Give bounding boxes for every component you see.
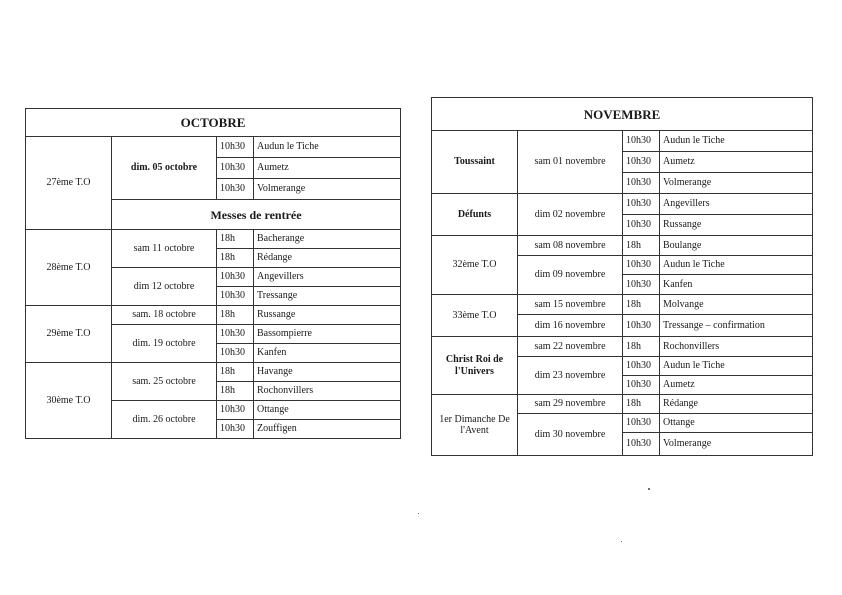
- date-label: sam 11 octobre: [112, 230, 217, 268]
- mass-time: 18h: [623, 395, 660, 414]
- mass-place: Audun le Tiche: [254, 137, 401, 158]
- mass-place: Bacherange: [254, 230, 401, 249]
- mass-time: 10h30: [623, 376, 660, 395]
- novembre-title: NOVEMBRE: [432, 98, 813, 131]
- mass-time: 10h30: [623, 215, 660, 236]
- scan-speck: [621, 541, 622, 542]
- mass-place: Molvange: [660, 295, 813, 315]
- octobre-title: OCTOBRE: [26, 109, 401, 137]
- mass-time: 10h30: [623, 315, 660, 337]
- mass-place: Aumetz: [660, 376, 813, 395]
- mass-time: 10h30: [623, 256, 660, 275]
- date-label: sam 01 novembre: [518, 131, 623, 194]
- mass-time: 10h30: [623, 173, 660, 194]
- date-label: sam 15 novembre: [518, 295, 623, 315]
- mass-time: 10h30: [217, 179, 254, 200]
- mass-time: 18h: [623, 337, 660, 357]
- mass-time: 18h: [217, 249, 254, 268]
- mass-time: 10h30: [217, 344, 254, 363]
- mass-time: 10h30: [217, 287, 254, 306]
- mass-place: Volmerange: [254, 179, 401, 200]
- mass-place: Rochonvillers: [660, 337, 813, 357]
- week-label: 1er Dimanche De l'Avent: [432, 395, 518, 456]
- week-label: Toussaint: [432, 131, 518, 194]
- week-label: 27ème T.O: [26, 137, 112, 230]
- mass-time: 18h: [623, 236, 660, 256]
- mass-place: Kanfen: [254, 344, 401, 363]
- mass-time: 10h30: [623, 194, 660, 215]
- date-label: sam. 18 octobre: [112, 306, 217, 325]
- mass-place: Rédange: [254, 249, 401, 268]
- mass-place: Aumetz: [254, 158, 401, 179]
- date-label: dim 12 octobre: [112, 268, 217, 306]
- mass-place: Ottange: [660, 414, 813, 433]
- mass-place: Aumetz: [660, 152, 813, 173]
- mass-place: Bassompierre: [254, 325, 401, 344]
- date-label: dim. 26 octobre: [112, 401, 217, 439]
- mass-time: 10h30: [623, 275, 660, 295]
- mass-time: 10h30: [217, 401, 254, 420]
- mass-time: 10h30: [623, 357, 660, 376]
- mass-place: Tressange: [254, 287, 401, 306]
- mass-time: 10h30: [623, 152, 660, 173]
- mass-place: Havange: [254, 363, 401, 382]
- date-label: dim 09 novembre: [518, 256, 623, 295]
- octobre-schedule-table: [25, 108, 401, 439]
- date-label: dim 30 novembre: [518, 414, 623, 456]
- mass-place: Russange: [660, 215, 813, 236]
- mass-time: 18h: [217, 230, 254, 249]
- scan-speck: [648, 488, 650, 490]
- mass-place: Angevillers: [660, 194, 813, 215]
- date-label: dim 02 novembre: [518, 194, 623, 236]
- mass-place: Rédange: [660, 395, 813, 414]
- mass-place: Russange: [254, 306, 401, 325]
- mass-time: 18h: [217, 382, 254, 401]
- mass-time: 10h30: [623, 131, 660, 152]
- mass-time: 18h: [623, 295, 660, 315]
- date-label: sam 22 novembre: [518, 337, 623, 357]
- mass-time: 10h30: [217, 137, 254, 158]
- novembre-schedule-table: [431, 97, 813, 456]
- date-label: sam. 25 octobre: [112, 363, 217, 401]
- mass-place: Audun le Tiche: [660, 256, 813, 275]
- octobre-subtitle: Messes de rentrée: [112, 200, 401, 230]
- mass-time: 10h30: [623, 414, 660, 433]
- mass-place: Rochonvillers: [254, 382, 401, 401]
- date-label: dim 16 novembre: [518, 315, 623, 337]
- mass-place: Kanfen: [660, 275, 813, 295]
- week-label: 33ème T.O: [432, 295, 518, 337]
- mass-place: Volmerange: [660, 173, 813, 194]
- mass-place: Audun le Tiche: [660, 357, 813, 376]
- mass-time: 10h30: [217, 268, 254, 287]
- week-label: 28ème T.O: [26, 230, 112, 306]
- mass-time: 18h: [217, 363, 254, 382]
- date-label: sam 29 novembre: [518, 395, 623, 414]
- date-label: dim 23 novembre: [518, 357, 623, 395]
- mass-place: Volmerange: [660, 433, 813, 456]
- scan-speck: [418, 513, 419, 514]
- date-label: dim. 05 octobre: [112, 137, 217, 200]
- mass-time: 10h30: [217, 158, 254, 179]
- mass-time: 10h30: [217, 325, 254, 344]
- mass-place: Audun le Tiche: [660, 131, 813, 152]
- date-label: sam 08 novembre: [518, 236, 623, 256]
- week-label: Christ Roi de l'Univers: [432, 337, 518, 395]
- mass-time: 10h30: [623, 433, 660, 456]
- week-label: 30ème T.O: [26, 363, 112, 439]
- mass-place: Tressange – confirmation: [660, 315, 813, 337]
- date-label: dim. 19 octobre: [112, 325, 217, 363]
- mass-time: 10h30: [217, 420, 254, 439]
- week-label: 29ème T.O: [26, 306, 112, 363]
- mass-place: Zouffigen: [254, 420, 401, 439]
- mass-time: 18h: [217, 306, 254, 325]
- week-label: Défunts: [432, 194, 518, 236]
- mass-place: Angevillers: [254, 268, 401, 287]
- mass-place: Ottange: [254, 401, 401, 420]
- mass-place: Boulange: [660, 236, 813, 256]
- week-label: 32ème T.O: [432, 236, 518, 295]
